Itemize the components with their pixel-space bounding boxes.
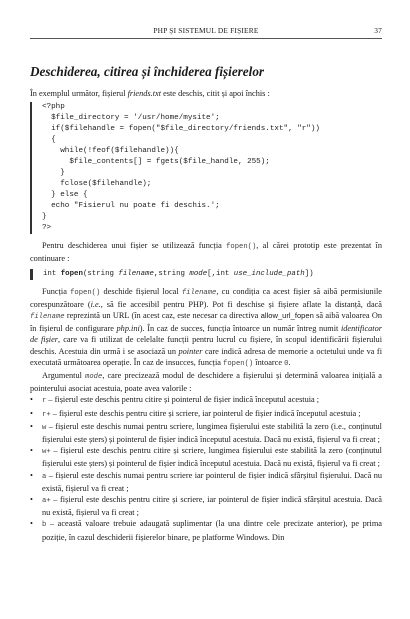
list-item (30, 494, 382, 518)
code-line: fclose($filehandle); (42, 180, 152, 189)
mode-text: – fișierul este deschis pentru citire și pointerul de fișier indică începutul acestuia ; (46, 395, 320, 405)
inline-code: fopen() (223, 359, 254, 368)
sig-param: use_include_path (233, 269, 305, 278)
mode-text: – această valoare trebuie adaugată suplimentar (la una dintre cele precizate anterior), pe prima poziție, în cazul deschiderii fișierelor binare, pe platforme Windows. Din (42, 519, 382, 542)
mode-text: – fișierul este deschis pentru citire și scriere, iar pointerul de fișier indică începutul acestuia ; (50, 408, 361, 418)
inline-code: mode (85, 373, 103, 382)
chapter-title: PHP ȘI SISTEMUL DE FIȘIERE (153, 26, 259, 35)
sig-part: [,int (207, 269, 234, 278)
list-item (30, 470, 382, 494)
sig-part: int (43, 269, 61, 278)
sig-part: (string (82, 269, 119, 278)
function-signature (30, 269, 382, 280)
fopen-intro-paragraph (30, 240, 382, 264)
text-span: Argumentul (42, 371, 86, 381)
list-item (30, 445, 382, 469)
mode-code: w (42, 423, 47, 432)
mode-paragraph (30, 370, 382, 394)
main-content (30, 64, 382, 543)
text-span: , cu condiția ca acest fișier să aibă permisiunile corespunzătoare ( (30, 286, 382, 309)
bullet-icon: • (30, 495, 33, 505)
list-item (30, 394, 382, 407)
code-line: <?php (42, 103, 65, 112)
mode-text: – fișierul este deschis numai pentru scriere iar pointerul de fișier indică sfârșitul fișierului. Dacă nu există, fișierul va fi creat ; (42, 470, 382, 493)
text-italic: identificator de fișier (30, 324, 382, 345)
text-span: care indică adresa de memorie a octetului unde va fi executată următoarea operație. În caz de insucces, funcția (30, 346, 383, 367)
text-span: ). În caz de succes, funcția întoarce un număr întreg numit (139, 324, 341, 334)
mode-text: – fișierul este deschis numai pentru scriere, lungimea fișierului este stabilită la zero (i.e., conținutul fișierului este șters) și pointerul de fișier indică începutul acestuia. Dacă nu există, fișierul va fi creat ; (42, 421, 382, 445)
mode-code: a (42, 472, 47, 481)
sig-param: mode (189, 269, 208, 278)
fopen-description-paragraph (30, 286, 382, 370)
text-span: , care va fi utilizat de celelalte funcții pentru lucrul cu fișiere, în scopul identificării fișierului deschis. Acestuia din urmă i se asociază un (30, 335, 382, 356)
code-line: $file_contents[] = fgets($file_handle, 255); (42, 158, 270, 167)
mode-code: a+ (42, 497, 51, 506)
intro-text-2: este deschis, citit și apoi închis : (161, 89, 270, 98)
mode-code: r (42, 397, 47, 406)
text-span: , al cărei prototip este prezentat în continuare : (30, 241, 382, 264)
bullet-icon: • (30, 519, 33, 529)
sig-function-name: fopen (60, 269, 83, 278)
text-span: . (288, 357, 291, 367)
section-heading: Deschiderea, citirea și închiderea fișierelor (30, 64, 265, 79)
code-line: ?> (42, 224, 52, 233)
text-span: , care precizează modul de deschidere a fișierului și determină valoarea inițială a pointerului asociat acestuia, poate avea valorile : (30, 371, 382, 394)
code-example (30, 102, 382, 234)
code-line: { (42, 136, 56, 145)
running-header (30, 24, 382, 39)
directive-name: allow_url_fopen (260, 311, 314, 321)
page-number: 37 (374, 26, 382, 35)
inline-code: filename (30, 313, 65, 322)
bullet-icon: • (30, 408, 33, 418)
text-span: întoarce (253, 357, 285, 367)
code-line: echo "Fisierul nu poate fi deschis.'; (42, 202, 220, 211)
mode-code: b (42, 521, 47, 530)
mode-code: r+ (42, 410, 51, 419)
list-item (30, 408, 382, 421)
text-span: , să fie accesibil pentru PHP). Pot fi deschise și fișiere aflate la distanță, dacă (100, 299, 382, 309)
text-span: deschide fișierul local (100, 286, 182, 296)
intro-filename: friends.txt (127, 89, 162, 98)
mode-text: – fișierul este deschis pentru citire și scriere, lungimea fișierului este stabilită la zero (conținutul fișierului este șters) și pointerul de fișier indică începutul acestuia. Dacă nu există, fișierul va fi creat ; (42, 446, 382, 469)
bullet-icon: • (30, 421, 33, 431)
sig-param: filename (118, 269, 154, 278)
inline-code: fopen() (226, 243, 257, 252)
text-span: Pentru deschiderea unui fișier se utilizează funcția (42, 241, 227, 251)
text-span: să aibă valoarea On în fișierul de configurare (30, 311, 383, 334)
inline-code: fopen() (70, 288, 101, 297)
text-italic: i.e. (90, 299, 101, 309)
intro-text-1: În exemplul următor, fișierul (30, 89, 128, 98)
text-italic: pointer (178, 346, 203, 356)
bullet-icon: • (30, 395, 33, 405)
inline-code: filename (181, 288, 217, 297)
text-italic: php.ini (116, 324, 140, 334)
code-line: } (42, 213, 47, 222)
mode-text: – fișierul este deschis pentru citire și scriere, iar pointerul de fișier indică sfârșitul acestuia. Dacă nu există, fișierul va fi creat ; (42, 495, 382, 518)
bullet-icon: • (30, 470, 33, 480)
intro-paragraph (30, 88, 382, 99)
code-line: } else { (42, 191, 88, 200)
list-item (30, 518, 382, 542)
bullet-icon: • (30, 446, 33, 456)
code-line: while(!feof($filehandle)){ (42, 147, 179, 156)
list-item (30, 421, 382, 445)
code-line: $file_directory = '/usr/home/mysite'; (42, 114, 220, 123)
mode-list (30, 394, 382, 542)
sig-part: ,string (153, 269, 190, 278)
code-line: if($filehandle = fopen("$file_directory/friends.txt", "r")) (42, 125, 320, 134)
sig-part: ]) (304, 269, 314, 278)
text-span: reprezintă un URL (în acest caz, este necesar ca directiva (64, 311, 261, 321)
inline-code: 0 (284, 359, 289, 368)
mode-code: w+ (42, 448, 51, 457)
text-span: Funcția (42, 286, 71, 296)
code-line: } (42, 169, 65, 178)
